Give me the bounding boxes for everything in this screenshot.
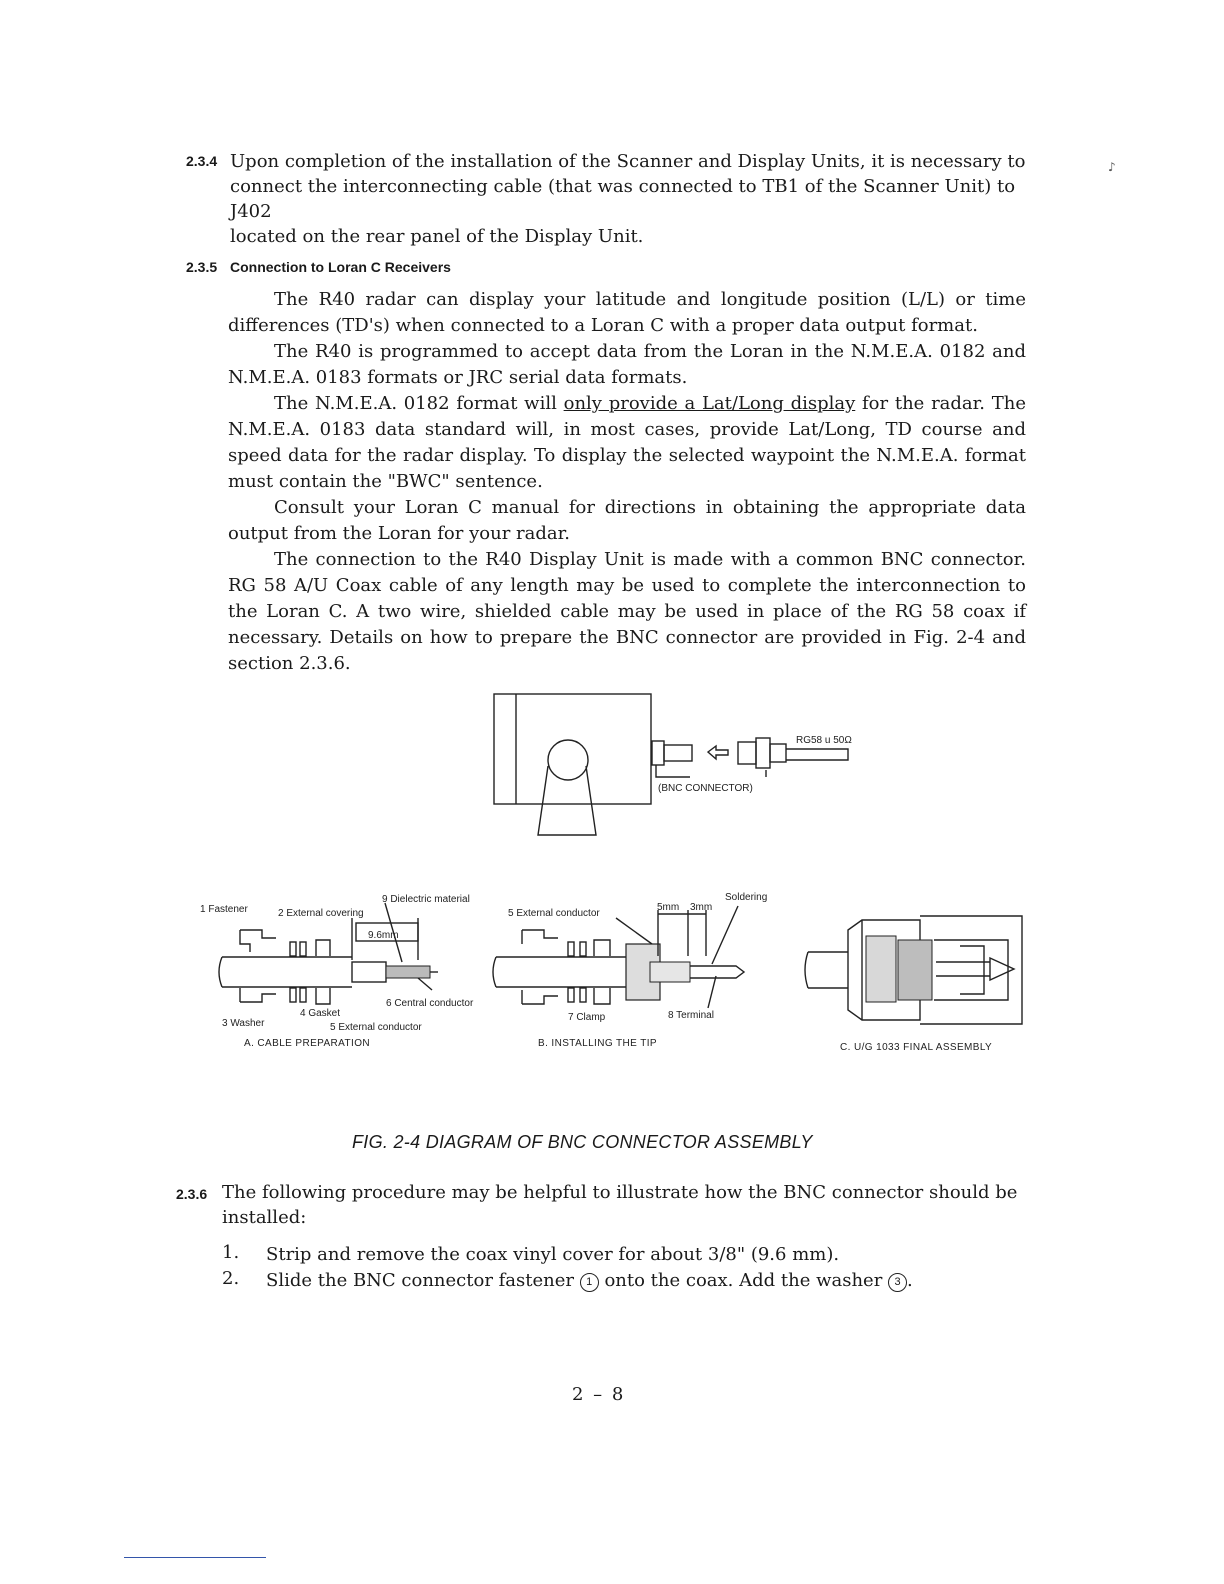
label-central-conductor: 6 Central conductor bbox=[386, 998, 474, 1009]
cable-label: RG58 u 50Ω bbox=[796, 735, 852, 746]
label-fastener: 1 Fastener bbox=[200, 904, 248, 915]
panel-c-final-assembly bbox=[805, 916, 1022, 1024]
footer-rule bbox=[124, 1557, 266, 1558]
margin-mark: ♪ bbox=[1108, 160, 1116, 174]
text-line: The following procedure may be helpful to illustrate how the BNC connector should be bbox=[222, 1182, 1018, 1203]
bnc-connector-label: (BNC CONNECTOR) bbox=[658, 783, 753, 794]
step-1-text: Strip and remove the coax vinyl cover for about 3/8" (9.6 mm). bbox=[266, 1244, 840, 1265]
label-terminal: 8 Terminal bbox=[668, 1010, 714, 1021]
section-2-3-6-intro bbox=[222, 1180, 1032, 1230]
label-washer: 3 Washer bbox=[222, 1018, 265, 1029]
section-number-2-3-4: 2.3.4 bbox=[186, 153, 218, 169]
paragraph: The connection to the R40 Display Unit is made with a common BNC connector. RG 58 A/U Coax cable of any length may be used to complete the interconnection to the Loran C. A two wire, shielded cable may be used in place of the RG 58 coax if necessary. Details on how to prepare the BNC connector are provided in Fig. 2-4 and section 2.3.6. bbox=[228, 549, 1026, 674]
text-line: connect the interconnecting cable (that was connected to TB1 of the Scanner Unit) to J402 bbox=[230, 176, 1016, 222]
paragraph: Consult your Loran C manual for directions in obtaining the appropriate data output from the Loran for your radar. bbox=[228, 497, 1026, 544]
text-line: Upon completion of the installation of the Scanner and Display Units, it is necessary to bbox=[230, 151, 1026, 172]
callout-3: 3 bbox=[888, 1273, 907, 1292]
section-number-2-3-6: 2.3.6 bbox=[176, 1186, 208, 1202]
step-2-text: Slide the BNC connector fastener 1 onto the coax. Add the washer 3 . bbox=[266, 1270, 913, 1291]
label-dielectric-material: 9 Dielectric material bbox=[382, 894, 470, 905]
label-external-covering: 2 External covering bbox=[278, 908, 364, 919]
label-soldering: Soldering bbox=[725, 892, 768, 903]
display-unit-drawing bbox=[494, 694, 692, 835]
paragraph: The N.M.E.A. 0182 format will only provide a Lat/Long display for the radar. The N.M.E.A. 0183 data standard will, in most cases, provide Lat/Long, TD course and speed data for the radar display. To display the selected waypoint the N.M.E.A. format must contain the "BWC" sentence. bbox=[228, 393, 1026, 492]
panel-a-caption: A. CABLE PREPARATION bbox=[244, 1038, 370, 1049]
panel-b-caption: B. INSTALLING THE TIP bbox=[538, 1038, 657, 1049]
callout-1: 1 bbox=[580, 1273, 599, 1292]
panel-b-installing-tip bbox=[493, 906, 744, 1008]
section-number-2-3-5: 2.3.5 bbox=[186, 259, 218, 275]
text-line: installed: bbox=[222, 1207, 307, 1228]
step-1-number: 1. bbox=[222, 1242, 240, 1263]
label-b-external-conductor: 5 External conductor bbox=[508, 908, 600, 919]
label-3mm: 3mm bbox=[690, 902, 713, 913]
label-external-conductor: 5 External conductor bbox=[330, 1022, 422, 1033]
section-2-3-5-title: Connection to Loran C Receivers bbox=[230, 259, 451, 275]
label-gasket: 4 Gasket bbox=[300, 1008, 341, 1019]
label-clamp: 7 Clamp bbox=[568, 1012, 606, 1023]
paragraph: The R40 is programmed to accept data from the Loran in the N.M.E.A. 0182 and N.M.E.A. 0183 formats or JRC serial data formats. bbox=[228, 341, 1026, 388]
figure-caption: FIG. 2-4 DIAGRAM OF BNC CONNECTOR ASSEMBLY bbox=[352, 1132, 813, 1152]
paragraph: The R40 radar can display your latitude and longitude position (L/L) or time differences (TD's) when connected to a Loran C with a proper data output format. bbox=[228, 289, 1026, 336]
page-number: 2 – 8 bbox=[572, 1384, 626, 1405]
panel-c-caption: C. U/G 1033 FINAL ASSEMBLY bbox=[840, 1042, 993, 1053]
label-dimension-9-6mm: 9.6mm bbox=[368, 930, 399, 941]
text-line: located on the rear panel of the Display Unit. bbox=[230, 226, 644, 247]
arrow-icon bbox=[708, 746, 728, 759]
label-5mm: 5mm bbox=[657, 902, 680, 913]
step-2-number: 2. bbox=[222, 1268, 240, 1289]
